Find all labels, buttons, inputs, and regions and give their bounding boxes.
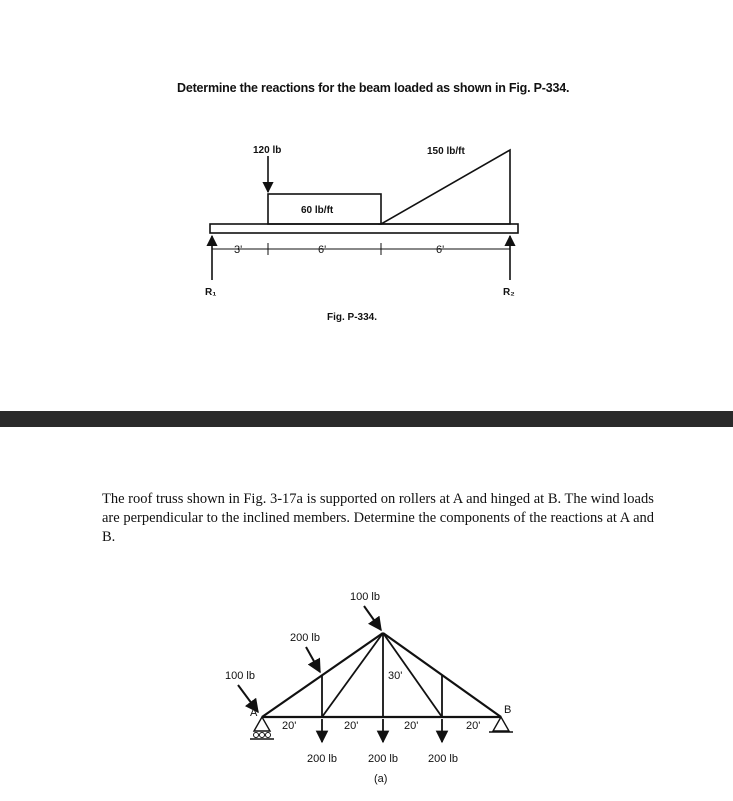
point-load-label: 120 lb [253,145,282,156]
uniform-load-label: 60 lb/ft [301,205,334,216]
figure-caption: (a) [374,773,388,785]
upper-load-arrow [306,647,320,672]
dim-middle-label: 6' [318,244,327,256]
support-a-label: A [250,707,258,719]
problem1-statement: Determine the reactions for the beam loaded as shown in Fig. P-334. [177,81,570,95]
bottom-load-label: 200 lb [307,753,337,765]
triangular-load-label: 150 lb/ft [427,146,465,157]
beam [210,224,518,233]
dim-right-label: 6' [436,244,445,256]
bottom-load-label: 200 lb [368,753,398,765]
support-b-label: B [504,704,512,716]
figure-caption: Fig. P-334. [327,312,378,323]
apex-load-arrow [364,606,381,630]
reaction-left-label: R₁ [205,287,217,298]
diagonal-member [322,633,383,717]
height-label: 30' [388,670,403,682]
roller-support-a [254,717,270,731]
panel-length-label: 20' [344,720,359,732]
divider-bar [0,411,733,427]
upper-load-label: 200 lb [290,632,320,644]
beam-figure [205,145,518,323]
panel-length-label: 20' [466,720,481,732]
dim-left-label: 3' [234,244,243,256]
apex-load-label: 100 lb [350,591,380,603]
triangular-load [381,150,510,224]
bottom-load-label: 200 lb [428,753,458,765]
panel-length-label: 20' [282,720,297,732]
truss-figure [225,591,513,785]
panel-length-label: 20' [404,720,419,732]
hinge-support-b [493,717,509,731]
reaction-right-label: R₂ [503,287,515,298]
problem2-statement: The roof truss shown in Fig. 3-17a is supported on rollers at A and hinged at B. The wind loads are perpendicular to the inclined members. Determine the components of the reactions at A and B. [102,491,655,545]
left-load-label: 100 lb [225,670,255,682]
